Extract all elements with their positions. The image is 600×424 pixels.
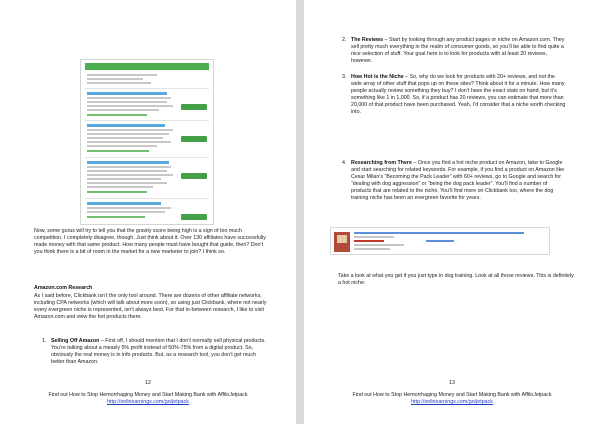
list-item-text: – Start by looking through any product pages or niche on Amazon.com. They sell pretty much everything in the realm of consumer goods, so you’ll be able to find quite a nice selection of stuff. Your goal here is to look for products with at least 20 reviews, however. [351,37,565,65]
clickbank-marketplace-screenshot [80,59,214,225]
footer [0,392,296,406]
footer-link[interactable]: http://onlinearnings.com/go/jetpack [107,399,189,405]
list-item-title: The Reviews [351,37,384,43]
intro-paragraph: Now, some gurus will try to tell you that the gravity score being high is a sign of too much competition. I completely disagree, though. Just think about it. Over 130 affiliates have successfully made money with that same product. How many people must have bought that guide, then? Don’t you think there is a bit of room in the market for a new marketer to join? I think so. [34,228,266,256]
book-cover-image [334,232,350,252]
list-number: 3. [342,74,347,80]
footer [304,392,600,406]
listing-title [87,161,169,164]
product-link [354,232,524,234]
section-paragraph: As I said before, Clickbank isn’t the only tool around. There are dozens of other affiliate networks, including CPA networks (which will talk about more soon), so using just Clickbank, where not nearly every evergreen niche is represented, isn’t always best. For that in-between research, I like to visit Amazon.com and view the hot products there. [34,293,267,321]
page-number: 12 [145,380,151,386]
footer-link[interactable]: http://onlinearnings.com/go/jetpack [411,399,493,405]
list-item-title: Researching from There [351,160,412,166]
list-number: 4. [342,160,347,166]
page-12 [0,0,296,424]
listing-title [87,202,161,205]
list-item-text: – Once you find a hot niche product on Amazon, take to Google and start searching for related keywords. For example, if you find a product on Amazon like Cesar Milan’s “Becoming the Pack Leader” with 60+ reviews, go to Google and search for “dealing with dog aggression” or “being the dog pack leader”. You’ll find a number of products that are related to the niche. You’ll find more on Clickbank too, where the dog training niche has been an evergreen favorite for years. [351,160,565,202]
list-number: 2. [342,37,347,43]
list-item-text: – So, why do we look for products with 20+ reviews, and not the wide array of other stuff that pops up on these sites? Think about it for a minute. How many people actually review something they buy? I don’t have the exact stats on hand, but it’s something like 1 in 1,000. So, if a product has 20 reviews, you can estimate that more than 20,000 of that product have been purchased. Yeah, I’d consider that a niche worth checking into. [351,74,566,116]
list-item-title: Selling Off Amazon [51,338,100,344]
footer-text: Find out How to Stop Hemorrhaging Money and Start Making Bank with AffiloJetpack [48,392,248,398]
promote-button [181,136,207,142]
promote-button [181,173,207,179]
footer-text: Find out How to Stop Hemorrhaging Money and Start Making Bank with AffiloJetpack [352,392,552,398]
section-heading: Amazon.com Research [34,285,93,291]
listing-price [181,204,207,212]
price [354,240,384,242]
list-number: 1. [42,338,47,344]
page-13 [304,0,600,424]
listing-price [181,126,207,134]
list-item-text: – First off, I should mention that I don’t normally sell physical products. You’re talking about a measly 5% profit instead of 50%-75% from a digital product. So, obviously the real money is in info products. But, as a research tool, you don’t get much better than Amazon. [51,338,266,366]
closing-paragraph: Take a look at what you get if you just type in dog training. Look at all those reviews. This is definitely a hot niche: [338,273,574,287]
promote-button [181,104,207,110]
listing-title [87,124,165,127]
page-gutter [296,0,304,424]
list-item-title: How Hot is the Niche [351,74,404,80]
promote-button [181,214,207,220]
listing-title [87,92,167,95]
listing-price [181,163,207,171]
clickbank-header-bar [85,63,209,70]
amazon-search-screenshot [330,227,550,255]
page-number: 13 [449,380,455,386]
listing-price [181,94,207,102]
